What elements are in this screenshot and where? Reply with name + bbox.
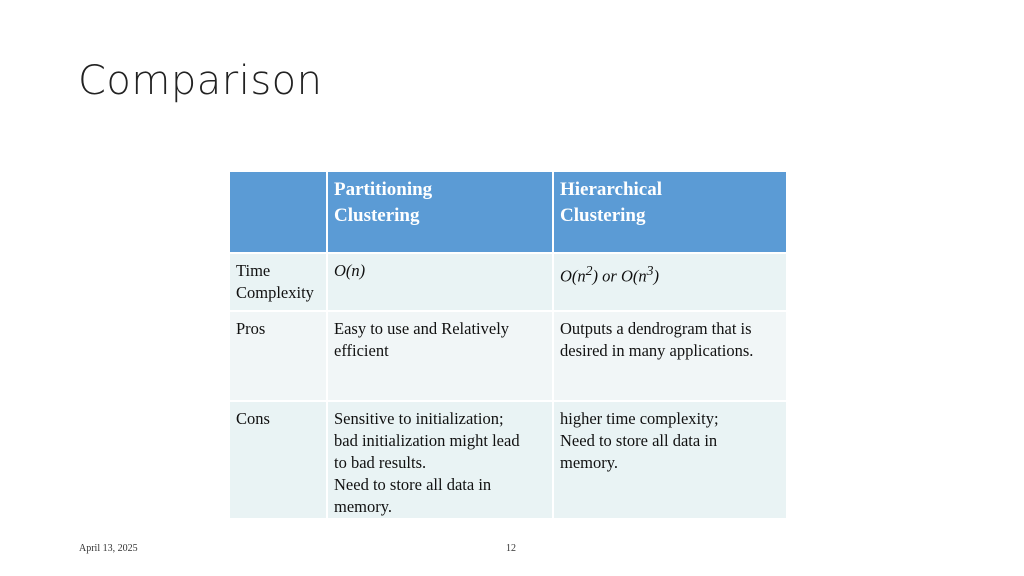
- partitioning-pros-line: efficient: [334, 341, 389, 360]
- header-hierarchical-line: Clustering: [560, 205, 646, 226]
- header-empty-cell: [229, 171, 327, 253]
- partitioning-cons-line: memory.: [334, 497, 393, 516]
- hierarchical-cons-line: higher time complexity;: [560, 409, 719, 428]
- table-row-pros: [229, 311, 787, 401]
- partitioning-cons-line: Sensitive to initialization;: [334, 409, 504, 428]
- cell-partitioning-pros: [327, 311, 553, 401]
- partitioning-time-value: O(n): [334, 261, 366, 280]
- hierarchical-time-exponent: 2: [585, 263, 593, 278]
- slide-title: Comparison: [78, 58, 323, 104]
- hierarchical-pros-line: desired in many applications.: [560, 341, 754, 360]
- partitioning-pros-line: Easy to use and Relatively: [334, 319, 510, 338]
- row-label-line: Time: [236, 261, 271, 280]
- header-hierarchical-line: Hierarchical: [560, 179, 663, 200]
- hierarchical-cons-line: Need to store all data in: [560, 431, 718, 450]
- header-partitioning-line: Partitioning: [334, 179, 433, 200]
- hierarchical-pros-line: Outputs a dendrogram that is: [560, 319, 752, 338]
- table-row-cons: [229, 401, 787, 519]
- partitioning-cons-line: bad initialization might lead: [334, 431, 520, 450]
- partitioning-cons-line: to bad results.: [334, 453, 427, 472]
- cell-hierarchical-pros: [553, 311, 787, 401]
- table-row-time-complexity: [229, 253, 787, 311]
- table-header-row: [229, 171, 787, 253]
- header-partitioning-line: Clustering: [334, 205, 420, 226]
- hierarchical-time-exponent: 3: [646, 263, 654, 278]
- cell-partitioning-time: [327, 253, 553, 311]
- row-label-time-complexity: [229, 253, 327, 311]
- page-number: 12: [506, 543, 516, 554]
- partitioning-cons-line: Need to store all data in: [334, 475, 492, 494]
- hierarchical-time-part: ): [653, 266, 659, 286]
- hierarchical-cons-line: memory.: [560, 453, 619, 472]
- cell-partitioning-cons: [327, 401, 553, 519]
- header-partitioning: [327, 171, 553, 253]
- row-label-line: Complexity: [236, 283, 314, 302]
- comparison-table: [228, 170, 788, 520]
- header-hierarchical: [553, 171, 787, 253]
- cell-hierarchical-cons: [553, 401, 787, 519]
- hierarchical-time-value: [554, 254, 786, 288]
- row-label-line: Pros: [236, 319, 266, 338]
- cell-hierarchical-time: [553, 253, 787, 311]
- row-label-cons: [229, 401, 327, 519]
- row-label-line: Cons: [236, 409, 270, 428]
- hierarchical-time-part: ) or O(n: [592, 266, 647, 286]
- footer-date: April 13, 2025: [79, 543, 138, 554]
- row-label-pros: [229, 311, 327, 401]
- hierarchical-time-part: O(n: [560, 266, 586, 286]
